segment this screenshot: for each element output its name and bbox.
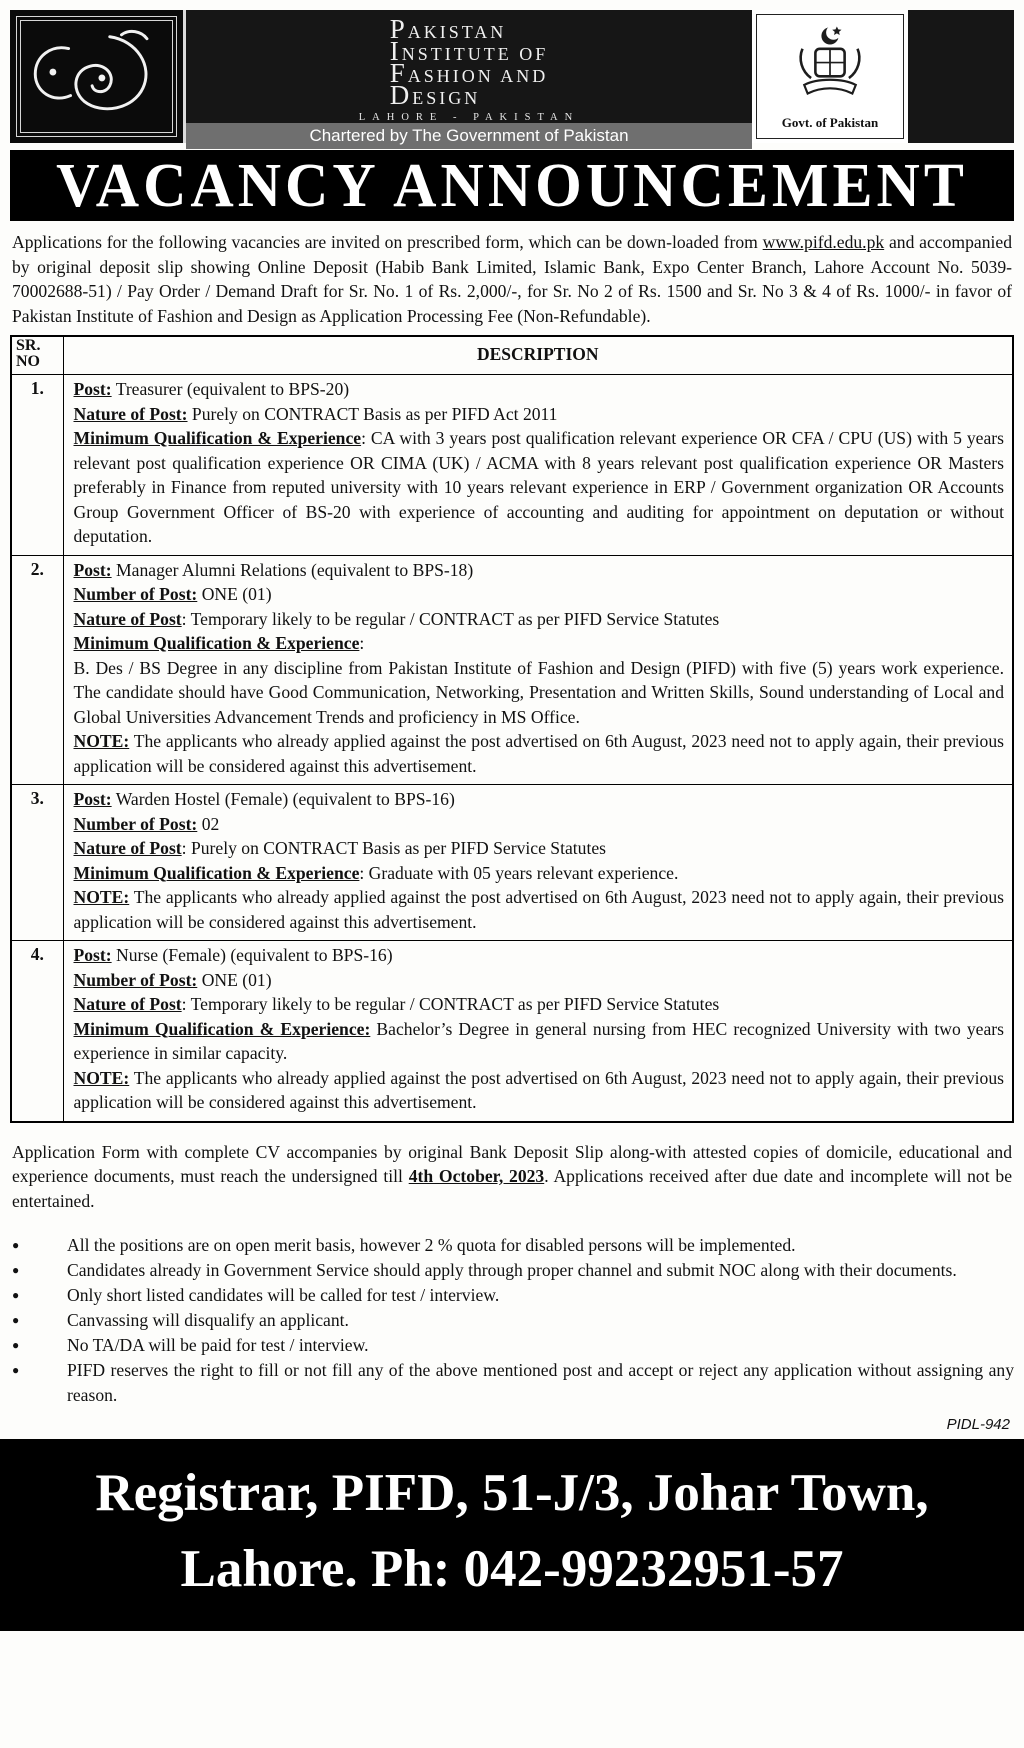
institute-name	[389, 14, 549, 110]
institute-name-line: FASHION AND	[389, 58, 549, 88]
description-line: Nature of Post: Temporary likely to be regular / CONTRACT as per PIFD Service Statutes	[73, 608, 720, 629]
field-label: Nature of Post	[73, 994, 182, 1014]
description-line: Minimum Qualification & Experience: Bachelor’s Degree in general nursing from HEC recognized University with two years experience in similar capacity.	[73, 1018, 1004, 1063]
govt-emblem-box	[752, 10, 908, 143]
description-line: B. Des / BS Degree in any discipline from Pakistan Institute of Fashion and Design (PIFD) with five (5) years work experience. The candidate should have Good Communication, Networking, Presentation and Written Skills, Sound understanding of Local and Global Universities Advancement Trends and proficiency in MS Office.	[73, 657, 1004, 727]
registrar-phone-line: Lahore. Ph: 042-99232951-57	[180, 1540, 844, 1598]
logo-frame	[16, 16, 177, 137]
pifd-website-link[interactable]: www.pifd.edu.pk	[762, 232, 885, 252]
table-row	[11, 375, 1013, 556]
field-label: Minimum Qualification & Experience	[73, 862, 360, 883]
intro-text-after-link: and accompanied by original deposit slip showing Online Deposit (Habib Bank Limited, Islamic Bank, Expo Center Branch, Lahore Account No. 5039-70002688-51) / Pay Order / Demand Draft for Sr. No. 1 of Rs. 2,000/-, for Sr. No 2 of Rs. 1500 and Sr. No 3 & 4 of Rs. 1000/- in favor of Pakistan Institute of Fashion and Design as Application Processing Fee (Non-Refundable).	[12, 232, 1012, 326]
table-row	[11, 555, 1013, 785]
govt-label: Govt. of Pakistan	[781, 114, 879, 130]
title-bar	[10, 150, 1014, 221]
description-line: NOTE: The applicants who already applied against the post advertised on 6th August, 2023 need not to apply again, their previous application will be considered against this advertisement.	[73, 731, 1004, 776]
description-line: Minimum Qualification & Experience: Graduate with 05 years relevant experience.	[73, 862, 679, 883]
deadline-date: 4th October, 2023	[408, 1166, 545, 1186]
condition-item: ● Canvassing will disqualify an applicant.	[10, 1308, 1014, 1333]
description-line: Nature of Post: Purely on CONTRACT Basis as per PIFD Act 2011	[73, 403, 558, 424]
pifd-logo-box	[10, 10, 186, 143]
closing-text-after-date: . Applications received after due date and incomplete will not be entertained.	[12, 1166, 1013, 1211]
condition-item: ● No TA/DA will be paid for test / interview.	[10, 1333, 1014, 1358]
description-cell	[63, 375, 1013, 556]
description-line: Number of Post: ONE (01)	[73, 584, 272, 604]
description-line: Post: Manager Alumni Relations (equivalent to BPS-18)	[73, 559, 474, 580]
table-header-row	[11, 336, 1013, 375]
masthead	[10, 10, 1014, 143]
pakistan-emblem-icon	[787, 23, 873, 114]
description-line: NOTE: The applicants who already applied against the post advertised on 6th August, 2023 need not to apply again, their previous application will be considered against this advertisement.	[73, 887, 1004, 932]
description-cell	[63, 785, 1013, 941]
page-title: VACANCY ANNOUNCEMENT	[56, 150, 968, 220]
description-line: Post: Nurse (Female) (equivalent to BPS-16)	[73, 945, 393, 965]
field-label: Minimum Qualification & Experience	[73, 428, 362, 448]
description-cell	[63, 941, 1013, 1122]
institute-name-line: INSTITUTE OF	[389, 36, 549, 66]
reference-code: PIDL-942	[946, 1416, 1010, 1433]
description-line: Post: Treasurer (equivalent to BPS-20)	[73, 379, 350, 399]
field-label: Nature of Post	[73, 838, 182, 858]
table-row	[11, 785, 1013, 941]
field-label: Post:	[73, 379, 112, 399]
paisley-logo-icon	[23, 25, 171, 128]
chartered-banner: Chartered by The Government of Pakistan	[186, 123, 752, 149]
field-label: Number of Post:	[73, 969, 198, 990]
sr-number: 2.	[11, 555, 63, 785]
field-label: Number of Post:	[73, 813, 198, 834]
description-line: Nature of Post: Temporary likely to be regular / CONTRACT as per PIFD Service Statutes	[73, 994, 720, 1014]
institute-name-line: DESIGN	[389, 80, 481, 110]
registrar-address-line: Registrar, PIFD, 51-J/3, Johar Town,	[95, 1464, 929, 1522]
vacancy-table	[10, 335, 1014, 1123]
table-row	[11, 941, 1013, 1122]
sr-number: 4.	[11, 941, 63, 1122]
description-line: Nature of Post: Purely on CONTRACT Basis as per PIFD Service Statutes	[73, 838, 607, 858]
masthead-center	[186, 10, 752, 143]
description-line: Minimum Qualification & Experience: CA with 3 years post qualification relevant experience OR CFA / CPU (US) with 5 years relevant post qualification experience OR CIMA (UK) / ACMA with 8 years relevant post qualification experience OR Masters preferably in Finance from reputed university with 10 years relevant experience in ERP / Government organization OR Accounts Group Government Officer of BS-20 with experience of accounting and auditing for appointment on deputation or without deputation.	[73, 428, 1005, 546]
closing-text-before-date: Application Form with complete CV accompanies by original Bank Deposit Slip along-with attested copies of domicile, educational and experience documents, must reach the undersigned till	[12, 1141, 1012, 1186]
sr-number: 1.	[11, 375, 63, 556]
field-label: Minimum Qualification & Experience:	[73, 1018, 371, 1039]
intro-paragraph	[12, 230, 1012, 328]
field-label: NOTE:	[73, 1067, 130, 1088]
table-header-description: DESCRIPTION	[63, 336, 1013, 375]
conditions-list	[10, 1233, 1014, 1408]
description-line: Post: Warden Hostel (Female) (equivalent to BPS-16)	[73, 789, 455, 809]
description-line: Number of Post: 02	[73, 813, 220, 834]
institute-location: LAHORE - PAKISTAN	[358, 112, 580, 123]
vacancy-table-body	[11, 375, 1013, 1122]
condition-item: ● PIFD reserves the right to fill or not fill any of the above mentioned post and accept or reject any application without assigning any reason.	[10, 1358, 1014, 1408]
footer-banner	[0, 1439, 1024, 1631]
govt-emblem-frame	[756, 14, 904, 139]
vacancy-table-head	[11, 336, 1013, 375]
condition-item: ● Candidates already in Government Service should apply through proper channel and submit NOC along with their documents.	[10, 1258, 1014, 1283]
description-line: Number of Post: ONE (01)	[73, 969, 272, 990]
field-label: Nature of Post	[73, 608, 182, 629]
field-label: Nature of Post:	[73, 403, 188, 424]
condition-item: ● Only short listed candidates will be called for test / interview.	[10, 1283, 1014, 1308]
description-line: NOTE: The applicants who already applied against the post advertised on 6th August, 2023 need not to apply again, their previous application will be considered against this advertisement.	[73, 1067, 1004, 1112]
field-label: Post:	[73, 789, 112, 809]
description-line: Minimum Qualification & Experience:	[73, 633, 365, 653]
logo-frame-inner	[20, 20, 173, 133]
field-label: Number of Post:	[73, 584, 198, 604]
intro-text-before-link: Applications for the following vacancies are invited on prescribed form, which can be down-loaded from	[12, 232, 763, 252]
masthead-spacer	[908, 10, 1014, 143]
field-label: NOTE:	[73, 887, 130, 907]
description-cell	[63, 555, 1013, 785]
table-header-sr	[11, 336, 63, 375]
condition-item: ● All the positions are on open merit basis, however 2 % quota for disabled persons will be implemented.	[10, 1233, 1014, 1258]
field-label: Post:	[73, 945, 112, 965]
closing-paragraph	[12, 1140, 1012, 1214]
sr-head-line1: SR.	[16, 337, 41, 354]
institute-name-line: PAKISTAN	[389, 14, 507, 44]
field-label: Post:	[73, 559, 112, 580]
field-label: Minimum Qualification & Experience	[73, 633, 360, 653]
sr-head-line2: NO	[16, 353, 40, 370]
field-label: NOTE:	[73, 731, 130, 751]
sr-number: 3.	[11, 785, 63, 941]
